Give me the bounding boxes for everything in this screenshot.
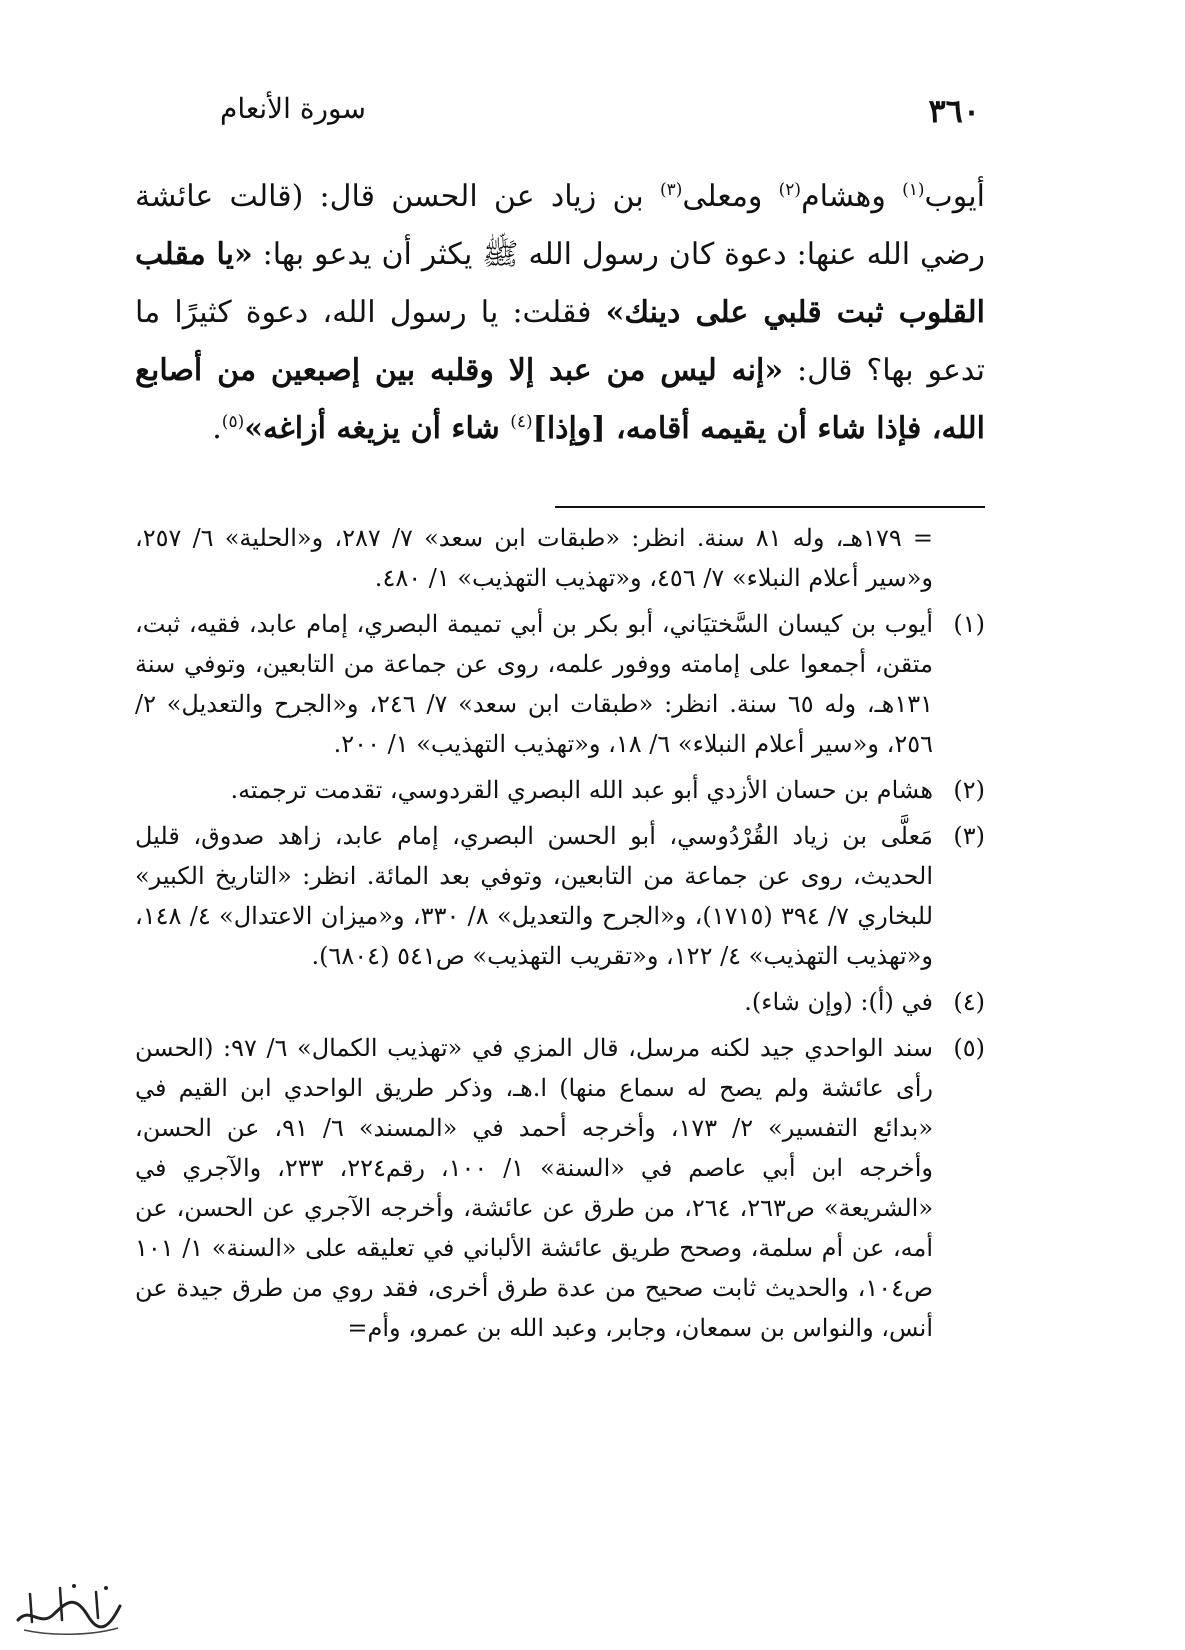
footnote-ref-5: (٥) [221, 412, 245, 432]
footnote-number: (٤) [953, 988, 985, 1016]
footnote-ref-4: (٤) [510, 412, 533, 432]
footnote-divider [555, 506, 985, 508]
footnote-item [135, 982, 985, 1022]
footnote-text: في (أ): (وإن شاء). [744, 988, 933, 1016]
footnote-text: أيوب بن كيسان السَّختيَاني، أبو بكر بن أبي تميمة البصري، إمام عابد، فقيه، ثبت، متقن، أجمعوا على إمامته ووفور علمه، روى عن جماعة من التابعين، وتوفي سنة ١٣١هـ، وله ٦٥ سنة. انظر: «طبقات ابن سعد» ٧/ ٢٤٦، و«الجرح والتعديل» ٢/ ٢٥٦، و«سير أعلام النبلاء» ٦/ ١٨، و«تهذيب التهذيب» ١/ ٢٠٠. [135, 610, 933, 758]
footnote-ref-3: (٣) [659, 180, 683, 200]
page-header [220, 92, 980, 142]
footnote-number: (٥) [953, 1034, 985, 1062]
hadith-quote-3: شاء أن يزيغه أزاغه» [244, 411, 511, 446]
surah-title: سورة الأنعام [220, 92, 366, 125]
footnote-text: هشام بن حسان الأزدي أبو عبد الله البصري القردوسي، تقدمت ترجمته. [230, 776, 933, 804]
text-run: ومعلى [682, 179, 779, 214]
hadith-quote-1: «يا مقلب القلوب ثبت قلبي على دينك» [135, 237, 985, 330]
footnote-number: (١) [953, 610, 985, 638]
text-run: بن زياد عن الحسن قال: (قالت عائشة رضي الله عنها: دعوة كان رسول الله ﷺ يكثر أن يدعو بها: [135, 179, 985, 272]
footnote-item [135, 1028, 985, 1348]
footnote-item [135, 604, 985, 764]
footnotes [135, 518, 985, 1354]
text-run: . [212, 411, 222, 446]
footnote-item [135, 770, 985, 810]
footnote-ref-1: (١) [902, 180, 925, 200]
main-text [135, 168, 985, 458]
footnote-number: (٣) [953, 822, 985, 850]
page-number: ٣٦٠ [928, 92, 980, 130]
footnote-number: (٢) [953, 776, 985, 804]
footnote-ref-2: (٢) [778, 180, 802, 200]
footnote-text: مَعلَّى بن زياد القُرْدُوسي، أبو الحسن البصري، إمام عابد، زاهد صدوق، قليل الحديث، روى عن جماعة من التابعين، وتوفي بعد المائة. انظر: «التاريخ الكبير» للبخاري ٧/ ٣٩٤ (١٧١٥)، و«الجرح والتعديل» ٨/ ٣٣٠، و«ميزان الاعتدال» ٤/ ١٤٨، و«تهذيب التهذيب» ٤/ ١٢٢، و«تقريب التهذيب» ص٥٤١ (٦٨٠٤). [135, 822, 934, 970]
hadith-quote-2: «إنه ليس من عبد إلا وقلبه بين إصبعين من أصابع الله، فإذا شاء أن يقيمه أقامه، [وإذا] [135, 353, 985, 446]
text-run: وهشام [801, 179, 903, 214]
text-run: أيوب [924, 179, 985, 214]
footnote-item [135, 816, 985, 976]
footnote-text: سند الواحدي جيد لكنه مرسل، قال المزي في «تهذيب الكمال» ٦/ ٩٧: (الحسن رأى عائشة ولم يصح له سماع منها) ا.هـ، وذكر طريق الواحدي ابن القيم في «بدائع التفسير» ٢/ ١٧٣، وأخرجه أحمد في «المسند» ٦/ ٩١، عن الحسن، وأخرجه ابن أبي عاصم في «السنة» ١/ ١٠٠، رقم٢٢٤، ٢٣٣، والآجري في «الشريعة» ص٢٦٣، ٢٦٤، من طرق عن عائشة، وأخرجه الآجري عن الحسن، عن أمه، عن أم سلمة، وصحح طريق عائشة الألباني في تعليقه على «السنة» ١/ ١٠١ ص١٠٤، والحديث ثابت صحيح من عدة طرق أخرى، فقد روي من طرق جيدة عن أنس، والنواس بن سمعان، وجابر، وعبد الله بن عمرو، وأم= [135, 1034, 934, 1342]
calligraphy-seal-logo [10, 1576, 128, 1640]
text-run: فقلت: يا رسول الله، دعوة كثيرًا ما تدعو بها؟ قال: [135, 295, 986, 388]
footnote-continuation: = ١٧٩هـ، وله ٨١ سنة. انظر: «طبقات ابن سعد» ٧/ ٢٨٧، و«الحلية» ٦/ ٢٥٧، و«سير أعلام النبلاء» ٧/ ٤٥٦، و«تهذيب التهذيب» ١/ ٤٨٠. [135, 524, 933, 592]
